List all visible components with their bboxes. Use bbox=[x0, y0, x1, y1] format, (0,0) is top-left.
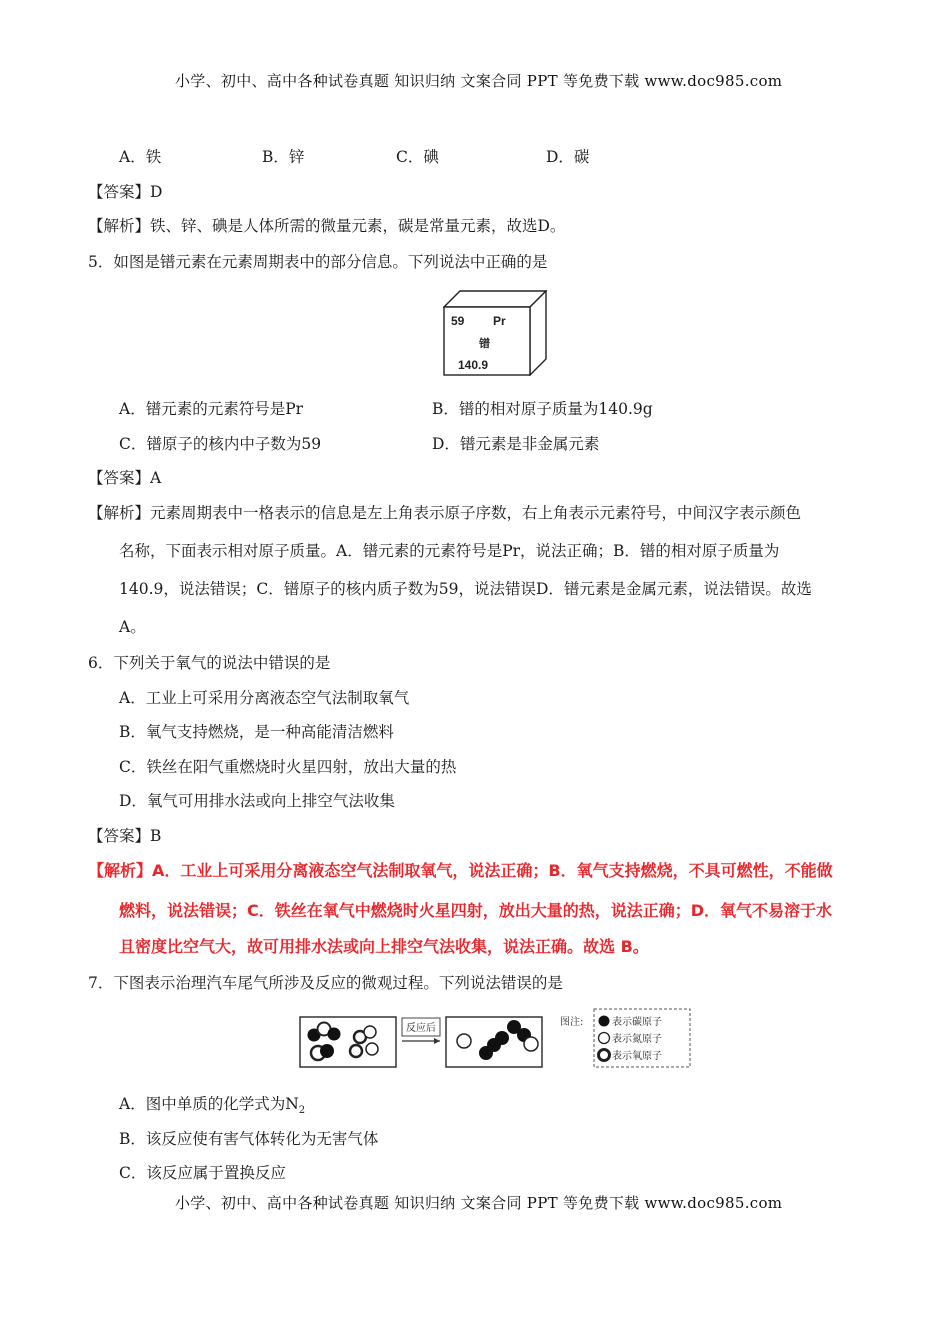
q5-answer: 【答案】A bbox=[88, 469, 162, 487]
page-header: 小学、初中、高中各种试卷真题 知识归纳 文案合同 PPT 等免费下载 www.doc985.com bbox=[175, 72, 783, 90]
q5-option-b: B．镨的相对原子质量为140.9g bbox=[432, 400, 653, 418]
legend-title: 图注: bbox=[560, 1017, 584, 1028]
q6-option-a: A．工业上可采用分离液态空气法制取氧气 bbox=[119, 689, 410, 707]
q7-option-a-text: A．图中单质的化学式为N bbox=[119, 1095, 299, 1113]
q5-analysis-line: 名称，下面表示相对原子质量。A．镨元素的元素符号是Pr，说法正确；B．镨的相对原子质量为 bbox=[119, 542, 780, 560]
q4-option-a: A．铁 bbox=[119, 148, 162, 166]
q4-option-d: D．碳 bbox=[546, 148, 590, 166]
q5-analysis-line: A。 bbox=[119, 618, 146, 636]
q6-analysis-line: 且密度比空气大，故可用排水法或向上排空气法收集，说法正确。故选 B。 bbox=[119, 937, 649, 956]
q6-analysis-line: 燃料，说法错误；C．铁丝在氧气中燃烧时火星四射，放出大量的热，说法正确；D．氧气不易溶于水 bbox=[119, 901, 833, 920]
q4-option-c: C．碘 bbox=[396, 148, 439, 166]
reaction-diagram bbox=[298, 1005, 692, 1071]
cell-atomic-number: 59 bbox=[451, 314, 465, 328]
cell-element-name: 镨 bbox=[479, 337, 490, 350]
q7-stem: 7．下图表示治理汽车尾气所涉及反应的微观过程。下列说法错误的是 bbox=[88, 974, 563, 992]
q6-answer: 【答案】B bbox=[88, 827, 162, 845]
q6-stem: 6．下列关于氧气的说法中错误的是 bbox=[88, 654, 331, 672]
q7-option-b: B．该反应使有害气体转化为无害气体 bbox=[119, 1130, 379, 1148]
q5-stem: 5．如图是镨元素在元素周期表中的部分信息。下列说法中正确的是 bbox=[88, 253, 548, 271]
q6-option-d: D．氧气可用排水法或向上排空气法收集 bbox=[119, 792, 395, 810]
arrow-head-icon bbox=[434, 1038, 440, 1044]
cell-symbol: Pr bbox=[493, 314, 506, 328]
q4-analysis: 【解析】铁、锌、碘是人体所需的微量元素，碳是常量元素，故选D。 bbox=[88, 217, 566, 235]
q6-option-b: B．氧气支持燃烧，是一种高能清洁燃料 bbox=[119, 723, 394, 741]
nitrogen-atom-icon bbox=[599, 1033, 610, 1044]
q5-option-c: C．镨原子的核内中子数为59 bbox=[119, 435, 322, 453]
q7-option-a-subscript: 2 bbox=[298, 1105, 306, 1117]
legend-nitrogen: 表示氮原子 bbox=[612, 1034, 662, 1045]
q5-option-d: D．镨元素是非金属元素 bbox=[432, 435, 600, 453]
legend-carbon: 表示碳原子 bbox=[612, 1017, 662, 1028]
carbon-atom-icon bbox=[599, 1016, 610, 1027]
q6-option-c: C．铁丝在阳气重燃烧时火星四射，放出大量的热 bbox=[119, 758, 457, 776]
oxygen-atom-icon bbox=[599, 1050, 610, 1061]
q7-option-a bbox=[119, 1094, 305, 1121]
q4-answer: 【答案】D bbox=[88, 183, 163, 201]
q5-option-a: A．镨元素的元素符号是Pr bbox=[119, 400, 304, 418]
q7-option-c: C．该反应属于置换反应 bbox=[119, 1164, 286, 1182]
legend-oxygen: 表示氧原子 bbox=[612, 1051, 662, 1062]
cell-atomic-mass: 140.9 bbox=[458, 358, 489, 372]
arrow-label: 反应后 bbox=[406, 1023, 436, 1034]
q5-analysis-line: 140.9，说法错误；C．镨原子的核内质子数为59，说法错误D．镨元素是金属元素，说法错误。故选 bbox=[119, 580, 812, 598]
q5-analysis-line: 【解析】元素周期表中一格表示的信息是左上角表示原子序数，右上角表示元素符号，中间汉字表示颜色 bbox=[88, 504, 802, 522]
page-footer: 小学、初中、高中各种试卷真题 知识归纳 文案合同 PPT 等免费下载 www.doc985.com bbox=[175, 1194, 783, 1212]
q6-analysis-line: 【解析】A．工业上可采用分离液态空气法制取氧气，说法正确；B．氧气支持燃烧，不具可燃性，不能做 bbox=[88, 861, 833, 880]
periodic-table-cell bbox=[443, 290, 547, 376]
q4-option-b: B．锌 bbox=[262, 148, 305, 166]
